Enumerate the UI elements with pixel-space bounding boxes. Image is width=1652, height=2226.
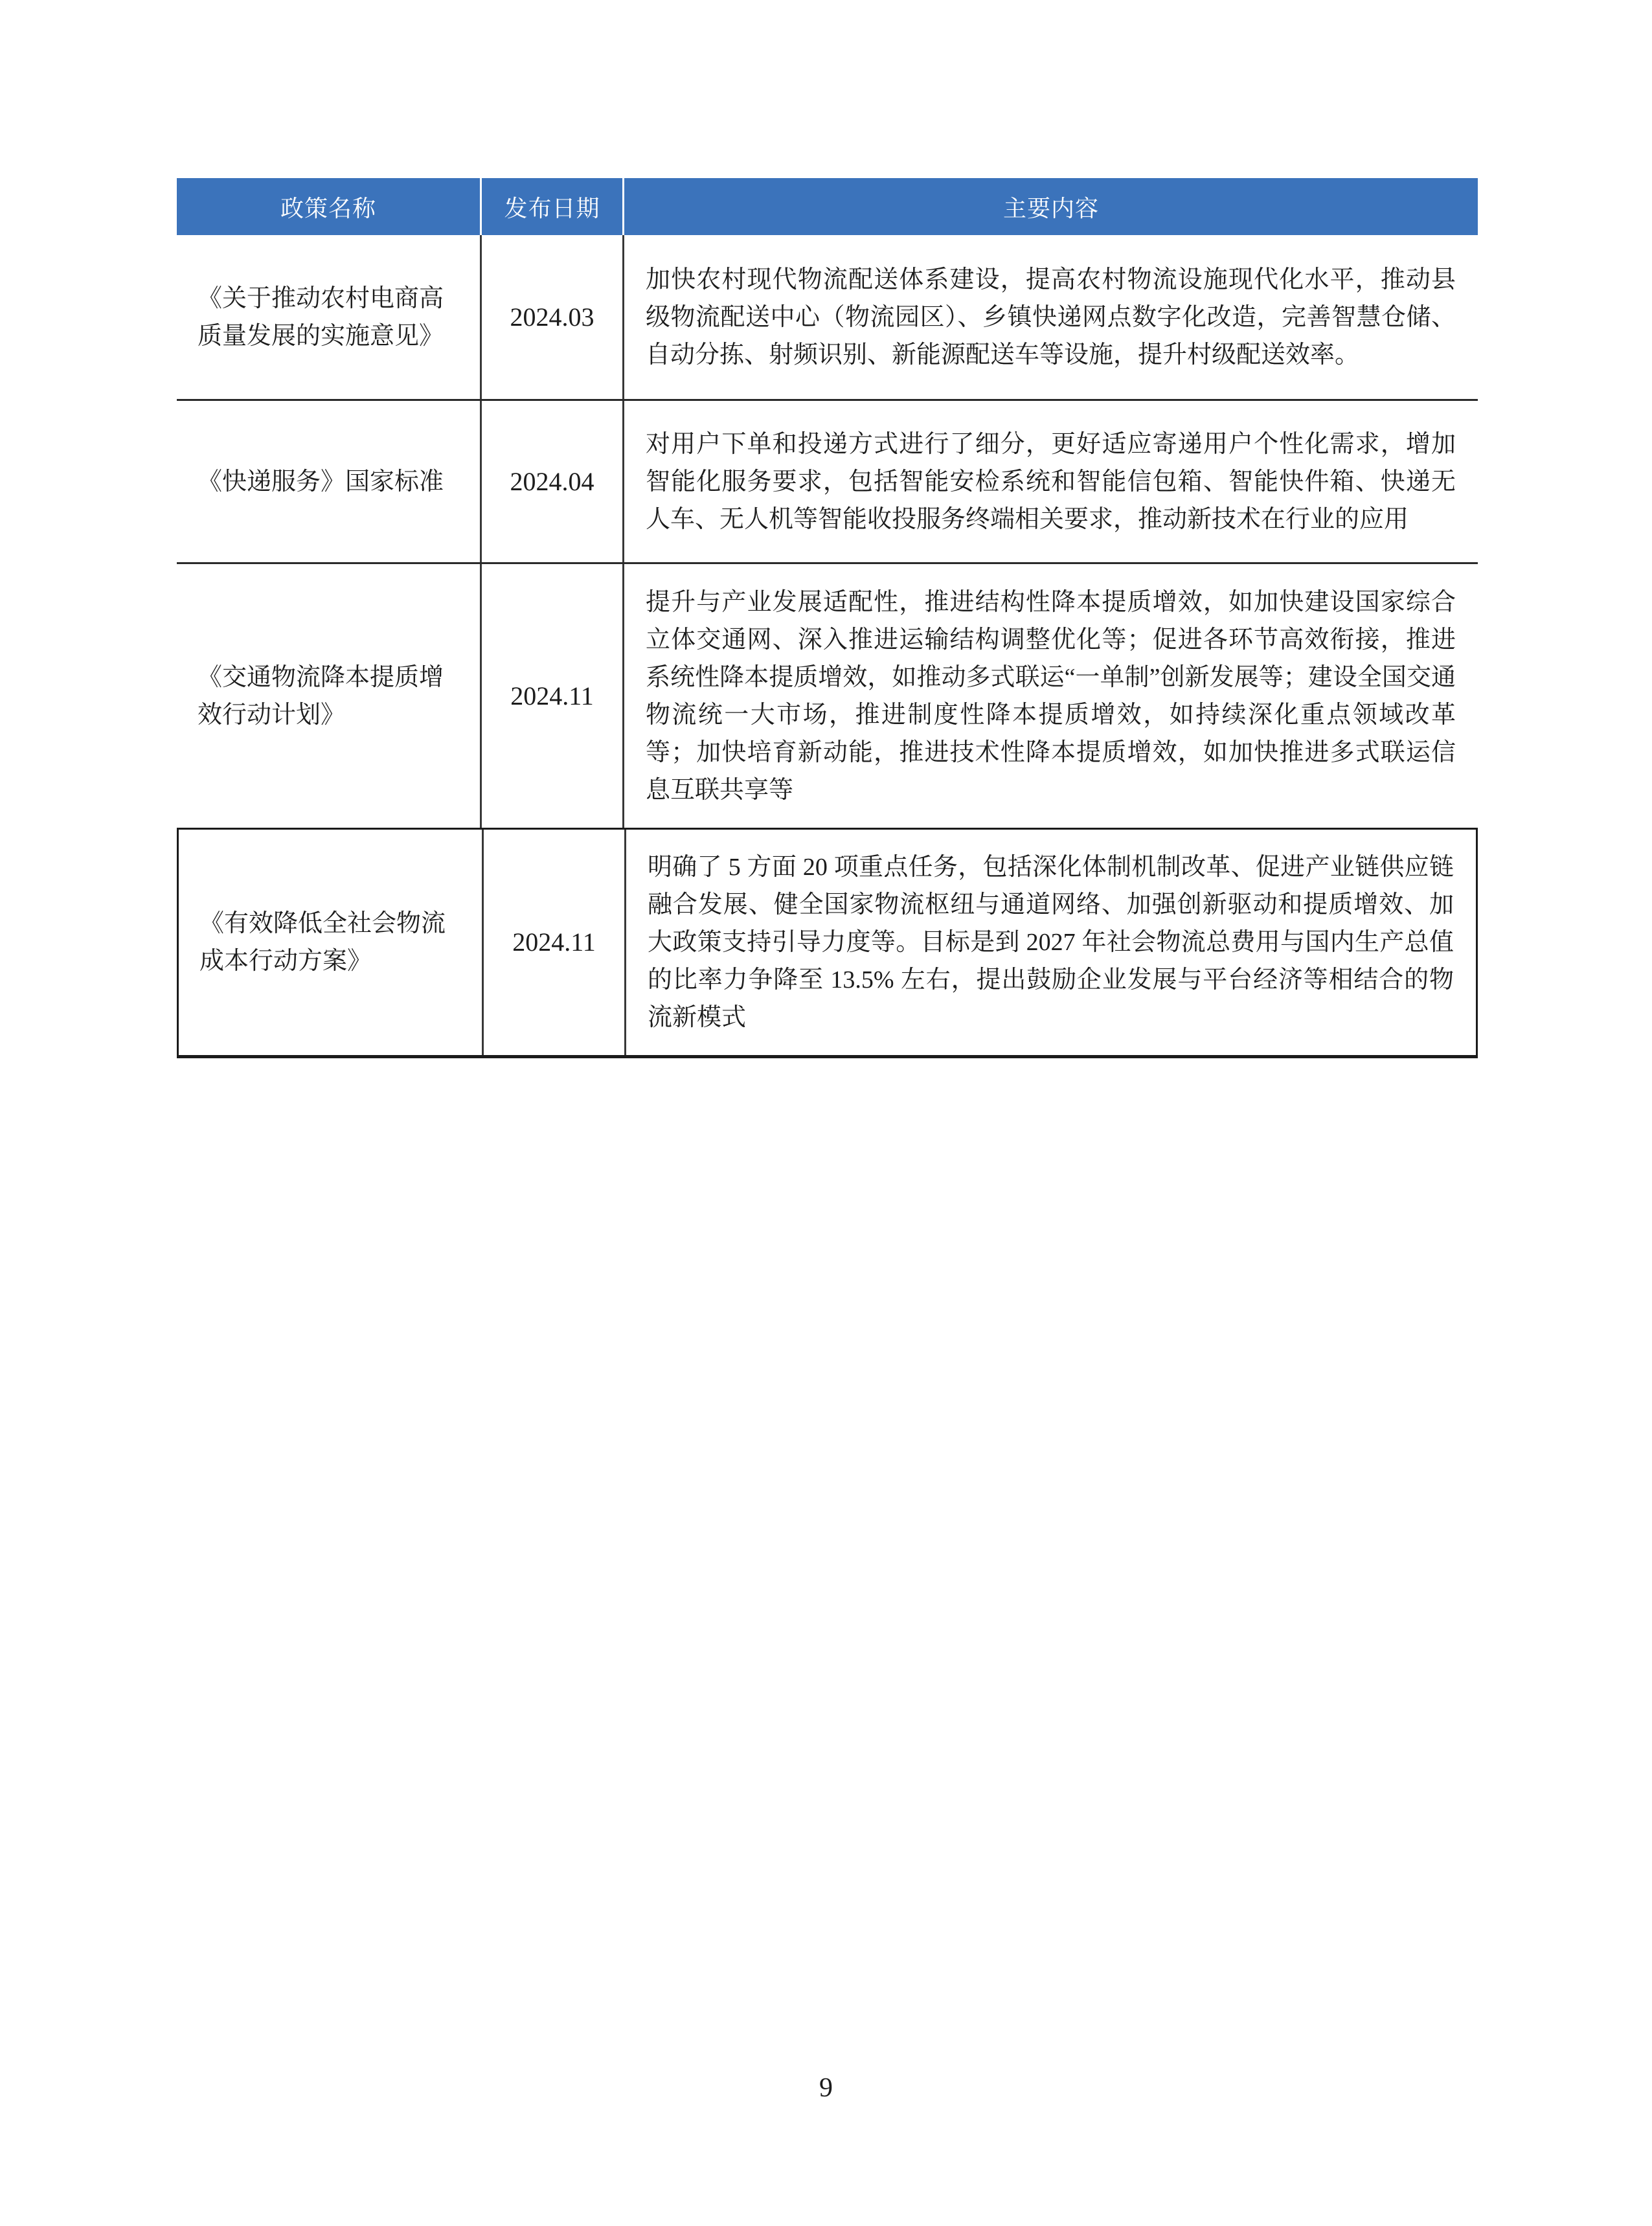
main-content: 明确了 5 方面 20 项重点任务，包括深化体制机制改革、促进产业链供应链融合发展、健全国家物流枢纽与通道网络、加强创新驱动和提质增效、加大政策支持引导力度等。目标是到 2027 年社会物流总费用与国内生产总值的比率力争降至 13.5% 左右，提出鼓励企业发展与平台经济等相结合的物流新模式	[648, 854, 1454, 1031]
table-row	[177, 235, 1478, 401]
table-row	[177, 828, 1478, 1058]
release-date-cell	[482, 235, 624, 399]
table-row	[177, 401, 1478, 564]
main-content-cell	[624, 564, 1478, 828]
main-content: 提升与产业发展适配性，推进结构性降本提质增效，如加快建设国家综合立体交通网、深入推进运输结构调整优化等；促进各环节高效衔接，推进系统性降本提质增效，如推动多式联运“一单制”创新发展等；建设全国交通物流统一大市场，推进制度性降本提质增效，如持续深化重点领域改革等；加快培育新动能，推进技术性降本提质增效，如加快推进多式联运信息互联共享等	[646, 588, 1456, 804]
policy-name-cell	[177, 401, 482, 562]
main-content-cell	[626, 830, 1476, 1055]
policy-name: 《快递服务》国家标准	[198, 468, 444, 495]
policy-name-cell	[177, 564, 482, 828]
release-date-cell	[482, 401, 624, 562]
table-header-row	[177, 178, 1478, 235]
header-policy-name: 政策名称	[177, 178, 482, 235]
policy-name: 《交通物流降本提质增效行动计划》	[198, 663, 444, 729]
release-date: 2024.11	[512, 927, 596, 957]
policy-name-cell	[177, 235, 482, 399]
header-release-date: 发布日期	[482, 178, 624, 235]
release-date-cell	[484, 830, 626, 1055]
main-content-cell	[624, 235, 1478, 399]
table-row	[177, 564, 1478, 828]
policy-name-cell	[179, 830, 484, 1055]
release-date: 2024.04	[510, 466, 594, 496]
policy-table	[177, 178, 1478, 1058]
policy-name: 《关于推动农村电商高质量发展的实施意见》	[198, 284, 444, 350]
release-date: 2024.11	[510, 681, 594, 710]
header-main-content: 主要内容	[1002, 195, 1099, 221]
main-content-cell	[624, 401, 1478, 562]
page-number: 9	[819, 2073, 833, 2103]
policy-name: 《有效降低全社会物流成本行动方案》	[199, 910, 446, 975]
release-date: 2024.03	[510, 302, 594, 332]
release-date-cell	[482, 564, 624, 828]
main-content: 对用户下单和投递方式进行了细分，更好适应寄递用户个性化需求，增加智能化服务要求，包括智能安检系统和智能信包箱、智能快件箱、快递无人车、无人机等智能收投服务终端相关要求，推动新技术在行业的应用	[646, 430, 1456, 533]
main-content: 加快农村现代物流配送体系建设，提高农村物流设施现代化水平，推动县级物流配送中心（物流园区）、乡镇快递网点数字化改造，完善智慧仓储、自动分拣、射频识别、新能源配送车等设施，提升村级配送效率。	[646, 266, 1456, 369]
